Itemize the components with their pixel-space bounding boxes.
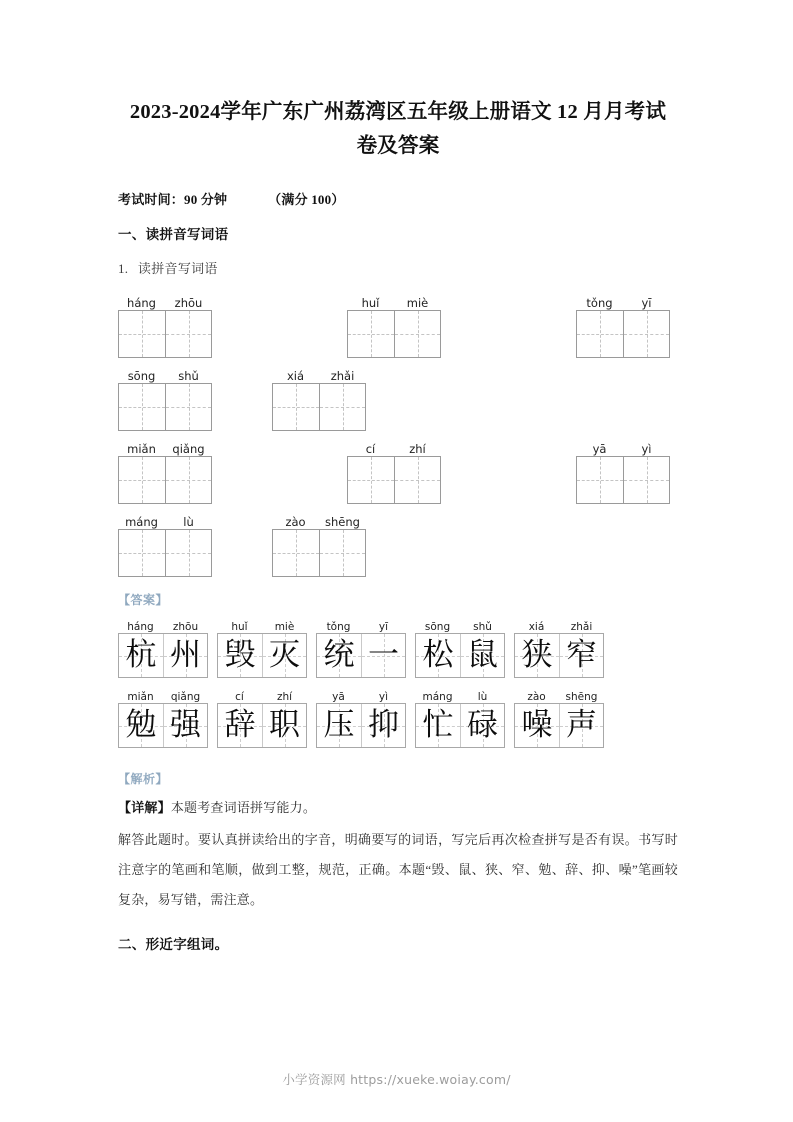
pinyin-label: yā	[592, 442, 607, 456]
answer-pinyin-label: sōng	[424, 621, 451, 633]
question-1-line	[118, 258, 678, 277]
answer-word-group	[217, 616, 307, 678]
document-content	[118, 95, 678, 953]
pinyin-label: yì	[641, 442, 652, 456]
footer-site-name: 小学资源网	[282, 1072, 346, 1087]
answer-character: 一	[368, 637, 399, 673]
answer-tianzige-cell	[515, 704, 559, 747]
answer-pinyin-row	[118, 686, 208, 703]
analysis-detail-line	[118, 793, 678, 823]
answer-character: 狭	[521, 637, 553, 673]
pinyin-label: lù	[183, 515, 194, 529]
answer-character: 杭	[125, 637, 157, 673]
answer-pinyin-label: xiá	[528, 621, 545, 633]
answer-word-group	[316, 686, 406, 748]
tianzige-cell[interactable]	[348, 311, 394, 357]
tianzige-cell[interactable]	[319, 530, 365, 576]
pinyin-word-group	[272, 364, 366, 431]
answer-tianzige-box	[316, 633, 406, 678]
tianzige-box[interactable]	[576, 456, 670, 504]
answer-word-group	[415, 686, 505, 748]
answer-tianzige-cell	[262, 634, 306, 677]
tianzige-cell[interactable]	[394, 311, 440, 357]
pinyin-label-row	[576, 437, 670, 456]
tianzige-cell[interactable]	[119, 384, 165, 430]
answer-pinyin-row	[415, 616, 505, 633]
answer-pinyin-label: tǒng	[326, 621, 351, 633]
tianzige-box[interactable]	[118, 529, 212, 577]
answer-tianzige-cell	[460, 634, 504, 677]
answer-character: 职	[269, 707, 300, 743]
pinyin-label: sōng	[127, 369, 156, 383]
tianzige-cell[interactable]	[119, 311, 165, 357]
tianzige-cell[interactable]	[623, 311, 669, 357]
answer-character: 松	[422, 637, 454, 673]
answer-grid-area	[118, 616, 678, 748]
pinyin-label-row	[118, 291, 212, 310]
pinyin-label-row	[118, 437, 212, 456]
tianzige-box[interactable]	[118, 383, 212, 431]
analysis-detail-label: 【详解】	[118, 800, 171, 815]
pinyin-label: huǐ	[361, 296, 380, 310]
answer-word-group	[415, 616, 505, 678]
answer-pinyin-row	[217, 616, 307, 633]
pinyin-label-row	[272, 510, 366, 529]
footer-url: https://xueke.woiay.com/	[350, 1072, 511, 1087]
tianzige-box[interactable]	[118, 456, 212, 504]
exam-time-label: 考试时间：90 分钟	[118, 192, 228, 207]
footer-watermark	[0, 1070, 793, 1088]
total-score-label: （满分 100）	[268, 192, 345, 207]
pinyin-label: cí	[365, 442, 376, 456]
answer-pinyin-label: yì	[378, 691, 389, 703]
analysis-tag: 【解析】	[118, 772, 169, 786]
answer-tianzige-box	[415, 633, 505, 678]
pinyin-grid-row	[118, 364, 678, 437]
answer-tianzige-cell	[460, 704, 504, 747]
tianzige-cell[interactable]	[319, 384, 365, 430]
pinyin-label: háng	[127, 296, 156, 310]
answer-tianzige-box	[514, 703, 604, 748]
tianzige-box[interactable]	[347, 456, 441, 504]
pinyin-label: zhǎi	[330, 369, 355, 383]
answer-pinyin-label: huǐ	[231, 621, 248, 633]
answer-pinyin-label: miè	[274, 621, 295, 633]
tianzige-box[interactable]	[118, 310, 212, 358]
pinyin-word-group	[118, 510, 212, 577]
answer-tianzige-box	[316, 703, 406, 748]
answer-character: 辞	[224, 707, 256, 743]
answer-word-group	[514, 686, 604, 748]
answer-tianzige-box	[217, 633, 307, 678]
answer-character: 抑	[368, 707, 399, 743]
pinyin-word-group	[118, 437, 212, 504]
exam-meta-line	[118, 189, 678, 208]
pinyin-label-row	[118, 364, 212, 383]
answer-tianzige-cell	[163, 634, 207, 677]
question-number: 1.	[118, 261, 129, 276]
pinyin-label: qiǎng	[172, 442, 205, 456]
tianzige-box[interactable]	[272, 529, 366, 577]
answer-tianzige-cell	[361, 704, 405, 747]
answer-pinyin-row	[514, 686, 604, 703]
answer-grid-row	[118, 616, 678, 678]
analysis-detail-text: 本题考查词语拼写能力。	[170, 800, 317, 815]
pinyin-label: zào	[285, 515, 306, 529]
tianzige-cell[interactable]	[165, 311, 211, 357]
tianzige-cell[interactable]	[273, 530, 319, 576]
pinyin-word-group	[118, 291, 212, 358]
tianzige-cell[interactable]	[165, 530, 211, 576]
tianzige-cell[interactable]	[119, 457, 165, 503]
question-text: 读拼音写词语	[137, 261, 218, 276]
pinyin-label: tǒng	[586, 296, 613, 310]
pinyin-grid-row	[118, 437, 678, 510]
answer-pinyin-row	[217, 686, 307, 703]
pinyin-label-row	[576, 291, 670, 310]
answer-tianzige-cell	[317, 634, 361, 677]
answer-pinyin-row	[316, 686, 406, 703]
pinyin-label-row	[272, 364, 366, 383]
answer-tianzige-cell	[317, 704, 361, 747]
pinyin-label: shēng	[325, 515, 360, 529]
answer-character: 碌	[467, 707, 498, 743]
pinyin-label: yī	[641, 296, 652, 310]
section-two-heading: 二、形近字组词。	[118, 937, 229, 952]
pinyin-grid-row	[118, 510, 678, 583]
answer-tianzige-box	[118, 633, 208, 678]
answer-tianzige-cell	[361, 634, 405, 677]
answer-tianzige-cell	[416, 634, 460, 677]
answer-word-group	[118, 686, 208, 748]
answer-grid-row	[118, 686, 678, 748]
answer-pinyin-label: yā	[332, 691, 345, 703]
tianzige-box[interactable]	[576, 310, 670, 358]
pinyin-word-group	[347, 437, 441, 504]
answer-pinyin-label: zhǎi	[570, 621, 593, 633]
analysis-body: 解答此题时。要认真拼读给出的字音，明确要写的词语，写完后再次检查拼写是否有误。书写时注意字的笔画和笔顺，做到工整，规范，正确。本题“毁、鼠、狭、窄、勉、辞、抑、噪”笔画较复杂，易写错，需注意。	[118, 832, 678, 907]
pinyin-label: zhōu	[174, 296, 203, 310]
tianzige-cell[interactable]	[394, 457, 440, 503]
answer-pinyin-label: yī	[378, 621, 389, 633]
answer-tianzige-cell	[559, 704, 603, 747]
pinyin-word-group	[347, 291, 441, 358]
answer-pinyin-label: zhí	[276, 691, 293, 703]
tianzige-cell[interactable]	[119, 530, 165, 576]
answer-tianzige-cell	[218, 704, 262, 747]
pinyin-word-group	[118, 364, 212, 431]
question-grid-area	[118, 291, 678, 583]
tianzige-box[interactable]	[272, 383, 366, 431]
page-title: 2023-2024学年广东广州荔湾区五年级上册语文 12 月月考试卷及答案	[129, 101, 667, 157]
answer-pinyin-row	[118, 616, 208, 633]
answer-tianzige-box	[514, 633, 604, 678]
tianzige-cell[interactable]	[348, 457, 394, 503]
pinyin-label: zhí	[409, 442, 426, 456]
pinyin-label: miè	[406, 296, 429, 310]
answer-pinyin-label: shēng	[565, 691, 598, 703]
answer-pinyin-row	[415, 686, 505, 703]
answer-tianzige-cell	[163, 704, 207, 747]
answer-pinyin-row	[514, 616, 604, 633]
answer-pinyin-label: háng	[127, 621, 154, 633]
answer-character: 声	[566, 707, 597, 743]
answer-tianzige-cell	[515, 634, 559, 677]
section-one-heading: 一、读拼音写词语	[118, 227, 229, 242]
answer-tianzige-cell	[262, 704, 306, 747]
answer-character: 忙	[422, 707, 454, 743]
answer-character: 噪	[521, 707, 553, 743]
tianzige-cell[interactable]	[273, 384, 319, 430]
tianzige-cell[interactable]	[577, 311, 623, 357]
pinyin-grid-row	[118, 291, 678, 364]
answer-character: 统	[323, 637, 355, 673]
answer-pinyin-label: máng	[422, 691, 453, 703]
answer-tianzige-cell	[119, 704, 163, 747]
answer-character: 鼠	[467, 637, 498, 673]
answer-pinyin-row	[316, 616, 406, 633]
tianzige-cell[interactable]	[165, 457, 211, 503]
answer-pinyin-label: zào	[527, 691, 546, 703]
pinyin-word-group	[576, 437, 670, 504]
answer-tianzige-cell	[218, 634, 262, 677]
pinyin-label: máng	[125, 515, 158, 529]
pinyin-label: shǔ	[178, 369, 199, 383]
answer-character: 灭	[269, 637, 300, 673]
answer-tianzige-cell	[559, 634, 603, 677]
answer-word-group	[118, 616, 208, 678]
answer-tianzige-box	[415, 703, 505, 748]
answer-pinyin-label: shǔ	[473, 621, 492, 633]
answer-tianzige-cell	[416, 704, 460, 747]
pinyin-label: miǎn	[127, 442, 156, 456]
answer-pinyin-label: miǎn	[127, 691, 154, 703]
pinyin-label-row	[118, 510, 212, 529]
pinyin-word-group	[576, 291, 670, 358]
answer-pinyin-label: lù	[477, 691, 488, 703]
answer-character: 压	[323, 707, 355, 743]
answer-character: 强	[170, 707, 201, 743]
answer-pinyin-label: qiǎng	[170, 691, 201, 703]
answer-character: 州	[170, 637, 201, 673]
answer-word-group	[316, 616, 406, 678]
answer-pinyin-label: cí	[235, 691, 244, 703]
answer-tianzige-box	[118, 703, 208, 748]
tianzige-box[interactable]	[347, 310, 441, 358]
tianzige-cell[interactable]	[623, 457, 669, 503]
tianzige-cell[interactable]	[577, 457, 623, 503]
pinyin-label-row	[347, 291, 441, 310]
pinyin-label-row	[347, 437, 441, 456]
answer-character: 窄	[566, 637, 597, 673]
answer-tianzige-box	[217, 703, 307, 748]
pinyin-label: xiá	[286, 369, 305, 383]
answer-character: 毁	[224, 637, 256, 673]
answer-character: 勉	[125, 707, 157, 743]
answer-pinyin-label: zhōu	[172, 621, 199, 633]
answer-tag: 【答案】	[118, 593, 169, 607]
pinyin-word-group	[272, 510, 366, 577]
answer-tianzige-cell	[119, 634, 163, 677]
tianzige-cell[interactable]	[165, 384, 211, 430]
answer-word-group	[217, 686, 307, 748]
answer-word-group	[514, 616, 604, 678]
